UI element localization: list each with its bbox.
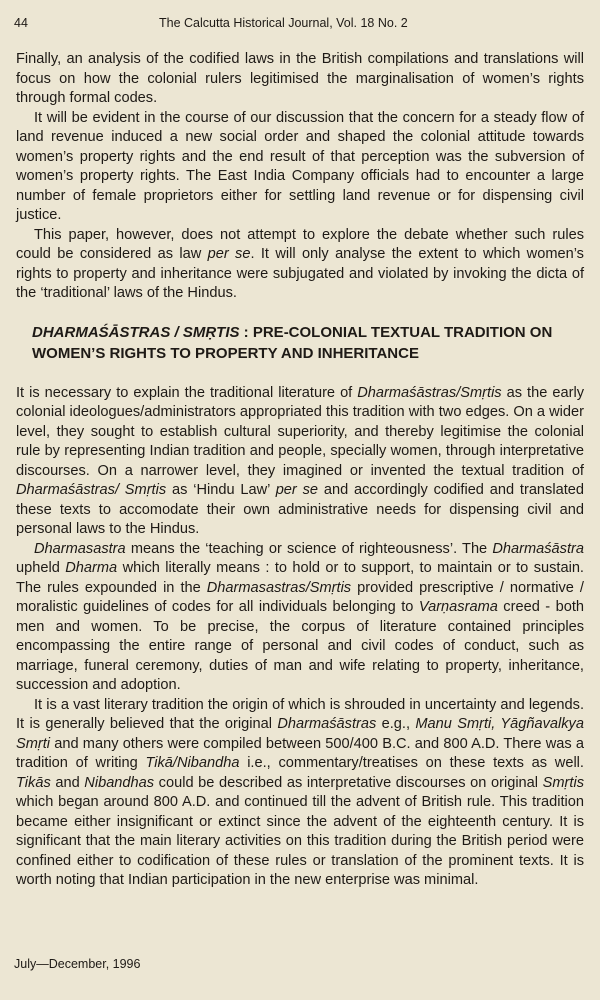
- paragraph-4: It is necessary to explain the traditional literature of Dharmaśāstras/Smṛtis as the early colonial ideologues/administrators appropriated this tradition with two edges. On a wider level, they sought to establish cultural superiority, and thereby legitimise the colonial rule by representing Indian tradition and people, specially women, through interpretative discourses. On a narrower level, they imagined or invented the textual tradition of Dharmaśāstras/ Smṛtis as ‘Hindu Law’ per se and accordingly codified and translated these texts to accomodate their own administrative needs for dispensing civil and personal laws to the Hindus.: [16, 384, 584, 537]
- paragraph-2: It will be evident in the course of our discussion that the concern for a steady flow of land revenue induced a new social order and shaped the colonial attitude towards women’s property rights and the end result of that perception was the subversion of women’s property rights. The East India Company officials had to encounter a large number of female proprietors either for settling land revenue or for dispensing civil justice.: [16, 109, 584, 223]
- paragraph-3: This paper, however, does not attempt to explore the debate whether such rules could be considered as law per se. It will only analyse the extent to which women’s rights to property and inheritance were subjugated and violated by invoking the dicta of the ‘traditional’ laws of the Hindus.: [16, 226, 584, 301]
- footer-date: July—December, 1996: [14, 957, 141, 971]
- journal-title: The Calcutta Historical Journal, Vol. 18 No. 2: [159, 16, 408, 30]
- paragraph-6: It is a vast literary tradition the origin of which is shrouded in uncertainty and legends. It is generally believed that the original Dharmaśāstras e.g., Manu Smṛti, Yāgñavalkya Smṛti and many others were compiled between 500/400 B.C. and 800 A.D. There was a tradition of writing Tikā/Nibandha i.e., commentary/treatises on these texts as well. Tikās and Nibandhas could be described as interpretative discourses on original Smṛtis which began around 800 A.D. and continued till the advent of British rule. This tradition became either insignificant or extinct since the advent of the eighteenth century. It is significant that the main literary activities on this tradition during the British period were confined either to codification of these rules or translation of the prominent texts. It is worth noting that Indian participation in the new enterprise was minimal.: [16, 696, 584, 888]
- paragraph-1: Finally, an analysis of the codified laws in the British compilations and translations will focus on how the colonial rulers legitimised the marginalisation of women’s rights through formal codes.: [16, 51, 584, 106]
- article-body: [16, 50, 584, 891]
- page-number: 44: [14, 16, 28, 30]
- running-header: [14, 16, 586, 36]
- section-heading: DHARMAŚĀSTRAS / SMṚTIS : PRE-COLONIAL TEXTUAL TRADITION ON WOMEN’S RIGHTS TO PROPERTY AND INHERITANCE: [32, 323, 553, 362]
- paragraph-5: Dharmasastra means the ‘teaching or science of righteousness’. The Dharmaśāstra upheld Dharma which literally means : to hold or to support, to maintain or to sustain. The rules expounded in the Dharmasastras/Smṛtis provided prescriptive / normative / moralistic guidelines of codes for all individuals belonging to Varṇasrama creed - both men and women. To be precise, the corpus of literature contained principles encompassing the entire range of personal and civil codes of conduct, such as marriage, funeral ceremony, duties of man and wife relating to property, inheritance, succession and adoption.: [16, 540, 585, 693]
